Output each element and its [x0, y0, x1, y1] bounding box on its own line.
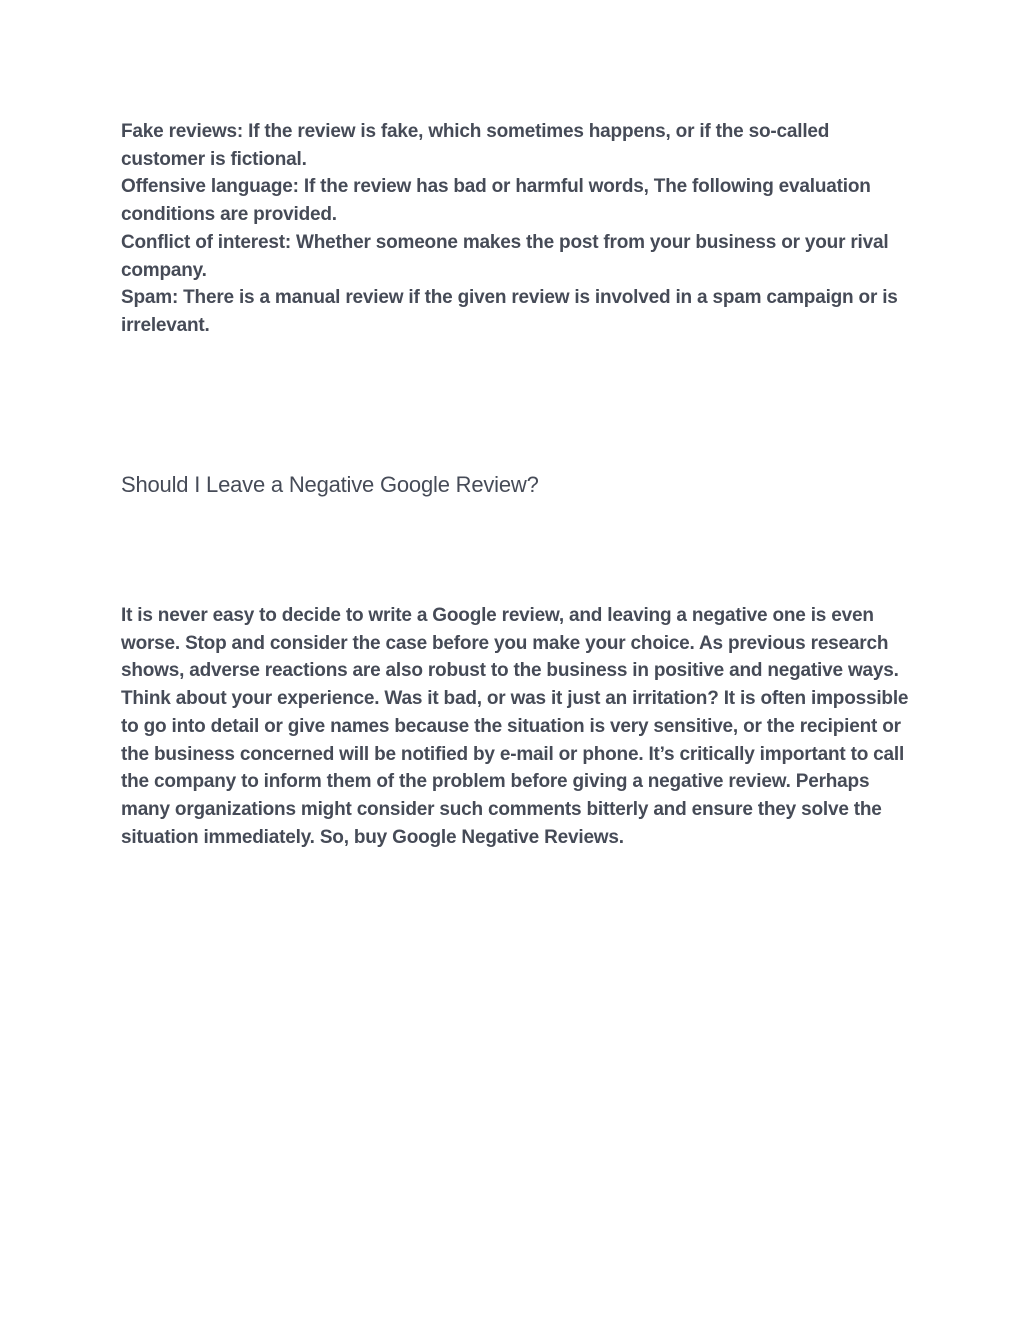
section-heading: Should I Leave a Negative Google Review?: [121, 472, 539, 497]
list-item-conflict-of-interest: Conflict of interest: Whether someone makes the post from your business or your rival company.: [121, 231, 889, 281]
list-item-spam: Spam: There is a manual review if the given review is involved in a spam campaign or is irrelevant.: [121, 287, 898, 336]
list-item-offensive-language: Offensive language: If the review has bad or harmful words, The following evaluation conditions are provided.: [121, 176, 871, 226]
body-paragraph: It is never easy to decide to write a Google review, and leaving a negative one is even worse. Stop and consider the case before you make your choice. As previous research shows, adverse reactions are also robust to the business in positive and negative ways. Think about your experience. Was it bad, or was it just an irritation? It is often impossible to go into detail or give names because the situation is very sensitive, or the recipient or the business concerned will be notified by e-mail or phone. It’s critically important to call the company to inform them of the problem before giving a negative review. Perhaps many organizations might consider such comments bitterly and ensure they solve the situation immediately. So, buy Google Negative Reviews.: [121, 605, 909, 848]
list-item-fake-reviews: Fake reviews: If the review is fake, which sometimes happens, or if the so-called customer is fictional.: [121, 121, 830, 170]
review-removal-criteria-list: [121, 118, 911, 340]
